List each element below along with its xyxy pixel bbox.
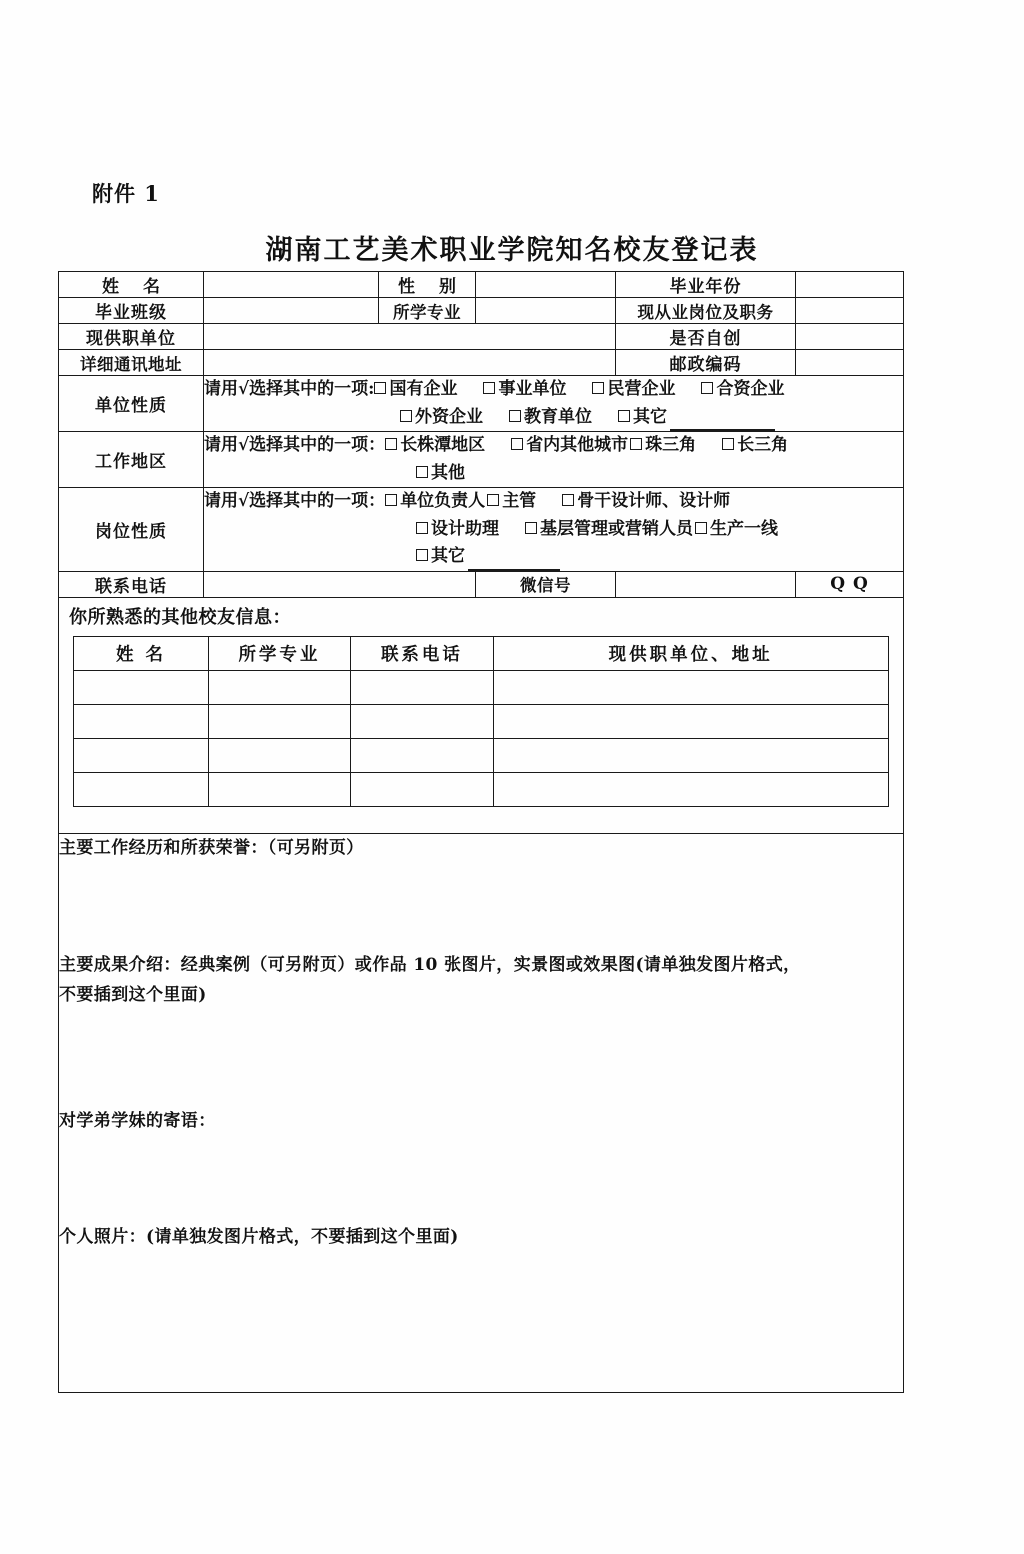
- checkbox-label: 基层管理或营销人员: [540, 518, 693, 539]
- label-qq: Q Q: [796, 571, 904, 597]
- checkbox-label: 长株潭地区: [400, 435, 486, 456]
- checkbox-option-region-other[interactable]: [416, 460, 465, 488]
- field-postcode[interactable]: [796, 350, 904, 376]
- field-name[interactable]: [204, 272, 379, 298]
- checkbox-icon[interactable]: [400, 410, 412, 422]
- checkbox-label: 单位负责人: [400, 491, 486, 512]
- alumni-cell-employer[interactable]: [493, 738, 888, 772]
- table-row: [74, 772, 888, 806]
- alumni-section-heading: 你所熟悉的其他校友信息：: [69, 606, 291, 628]
- table-row-name: [59, 272, 904, 298]
- alumni-cell-phone[interactable]: [351, 772, 494, 806]
- label-postcode: 邮政编码: [616, 350, 796, 376]
- alumni-col-major: 所学专业: [208, 636, 351, 670]
- label-unit-nature: 单位性质: [59, 376, 204, 432]
- work-region-choices: [204, 432, 904, 488]
- checkbox-option-private-enterprise[interactable]: [592, 376, 675, 404]
- field-current-position[interactable]: [796, 298, 904, 324]
- choice-prompt: 请用√选择其中的一项:: [204, 379, 375, 399]
- label-name: 姓 名: [59, 272, 204, 298]
- field-employer[interactable]: [204, 324, 616, 350]
- checkbox-icon[interactable]: [416, 466, 428, 478]
- checkbox-label: 合资企业: [716, 379, 785, 399]
- field-wechat[interactable]: [616, 571, 796, 597]
- checkbox-icon[interactable]: [562, 494, 574, 506]
- field-grad-class[interactable]: [204, 298, 379, 324]
- checkbox-option-grassroots-management[interactable]: [525, 516, 693, 544]
- free-text-inner: [59, 834, 903, 1393]
- alumni-cell-major[interactable]: [208, 704, 351, 738]
- message-answer-area[interactable]: [59, 1137, 903, 1223]
- checkbox-option-other-province-city[interactable]: [511, 432, 628, 460]
- photo-answer-area[interactable]: [59, 1252, 903, 1392]
- experience-answer-area[interactable]: [59, 863, 903, 951]
- alumni-registration-form: [58, 271, 903, 1393]
- table-row-job-nature: [59, 488, 904, 572]
- checkbox-option-public-institution[interactable]: [483, 376, 566, 404]
- label-address: 详细通讯地址: [59, 350, 204, 376]
- checkbox-icon[interactable]: [525, 522, 537, 534]
- checkbox-label: 主管: [502, 491, 537, 512]
- checkbox-icon[interactable]: [618, 410, 630, 422]
- checkbox-label: 事业单位: [498, 379, 567, 399]
- alumni-cell-phone[interactable]: [351, 670, 494, 704]
- table-row-free-text: [59, 833, 904, 1393]
- achievements-heading-line-1: 主要成果介绍：经典案例（可另附页）或作品 10 张图片，实景图或效果图(请单独发图片格式，: [59, 955, 801, 976]
- checkbox-option-education-unit[interactable]: [509, 404, 592, 432]
- checkbox-option-pearl-river-delta[interactable]: [630, 432, 696, 460]
- checkbox-icon[interactable]: [487, 494, 499, 506]
- checkbox-option-state-owned[interactable]: [374, 376, 457, 404]
- label-gender: 性 别: [379, 272, 476, 298]
- checkbox-label: 其他: [431, 462, 465, 483]
- form-table: [58, 271, 904, 1393]
- work-region-line-1: [204, 432, 903, 460]
- table-row-address: [59, 350, 904, 376]
- label-major: 所学专业: [379, 298, 476, 324]
- alumni-cell-name[interactable]: [74, 704, 208, 738]
- label-current-position: 现从业岗位及职务: [616, 298, 796, 324]
- checkbox-option-design-assistant[interactable]: [416, 516, 499, 544]
- checkbox-option-core-designer[interactable]: [562, 488, 730, 516]
- unit-nature-line-2: [204, 404, 903, 432]
- experience-heading: 主要工作经历和所获荣誉：（可另附页）: [59, 837, 364, 858]
- page-title: 湖南工艺美术职业学院知名校友登记表: [265, 235, 759, 266]
- checkbox-icon[interactable]: [695, 522, 707, 534]
- alumni-col-employer-address: 现供职单位、地址: [493, 636, 888, 670]
- field-address[interactable]: [204, 350, 616, 376]
- alumni-info-section: [59, 597, 904, 833]
- checkbox-label: 民营企业: [607, 379, 676, 399]
- alumni-cell-employer[interactable]: [493, 704, 888, 738]
- achievements-heading-line-2: 不要插到这个里面): [59, 985, 207, 1006]
- label-employer: 现供职单位: [59, 324, 204, 350]
- checkbox-label: 生产一线: [710, 518, 778, 539]
- checkbox-label: 长三角: [737, 435, 789, 456]
- checkbox-icon[interactable]: [630, 438, 642, 450]
- table-row: [74, 738, 888, 772]
- checkbox-option-production-line[interactable]: [695, 516, 778, 544]
- alumni-cell-employer[interactable]: [493, 670, 888, 704]
- checkbox-option-other[interactable]: [618, 404, 667, 432]
- unit-nature-line-1: [204, 376, 903, 404]
- checkbox-option-unit-leader[interactable]: [385, 488, 485, 516]
- checkbox-icon[interactable]: [385, 494, 397, 506]
- checkbox-option-foreign-enterprise[interactable]: [400, 404, 483, 432]
- checkbox-option-supervisor[interactable]: [487, 488, 536, 516]
- job-nature-choices: [204, 488, 904, 572]
- checkbox-icon[interactable]: [483, 382, 495, 394]
- other-unit-nature-input[interactable]: [670, 415, 775, 431]
- table-row-class: [59, 298, 904, 324]
- label-wechat: 微信号: [476, 571, 616, 597]
- checkbox-icon[interactable]: [416, 549, 428, 561]
- label-phone: 联系电话: [59, 571, 204, 597]
- checkbox-label: 其它: [431, 546, 465, 567]
- field-gender[interactable]: [476, 272, 616, 298]
- other-job-nature-input[interactable]: [468, 555, 560, 571]
- checkbox-label: 教育单位: [524, 406, 592, 427]
- checkbox-icon[interactable]: [416, 522, 428, 534]
- checkbox-option-changzhutan[interactable]: [385, 432, 485, 460]
- checkbox-option-joint-venture[interactable]: [701, 376, 784, 404]
- choice-prompt: 请用√选择其中的一项：: [204, 491, 386, 512]
- alumni-cell-major[interactable]: [208, 738, 351, 772]
- checkbox-icon[interactable]: [701, 382, 713, 394]
- alumni-table: [73, 636, 888, 807]
- alumni-cell-major[interactable]: [208, 670, 351, 704]
- checkbox-label: 省内其他城市: [526, 435, 629, 456]
- label-job-nature: 岗位性质: [59, 488, 204, 572]
- checkbox-option-yangtze-river-delta[interactable]: [722, 432, 788, 460]
- job-nature-line-2: [204, 516, 903, 544]
- checkbox-icon[interactable]: [511, 438, 523, 450]
- job-nature-line-1: [204, 488, 903, 516]
- alumni-table-header-row: [74, 636, 888, 670]
- alumni-cell-phone[interactable]: [351, 704, 494, 738]
- label-work-region: 工作地区: [59, 432, 204, 488]
- checkbox-label: 其它: [633, 406, 667, 427]
- job-nature-line-3: [204, 543, 903, 571]
- table-row: [74, 704, 888, 738]
- alumni-cell-phone[interactable]: [351, 738, 494, 772]
- work-region-line-2: [204, 460, 903, 488]
- free-text-section: [59, 833, 904, 1393]
- field-self-employed[interactable]: [796, 324, 904, 350]
- checkbox-label: 外资企业: [415, 406, 483, 427]
- label-grad-class: 毕业班级: [59, 298, 204, 324]
- checkbox-label: 珠三角: [645, 435, 697, 456]
- label-self-employed: 是否自创: [616, 324, 796, 350]
- alumni-cell-major[interactable]: [208, 772, 351, 806]
- checkbox-icon[interactable]: [722, 438, 734, 450]
- table-row-unit-nature: [59, 376, 904, 432]
- alumni-col-name: 姓 名: [74, 636, 208, 670]
- alumni-cell-name[interactable]: [74, 738, 208, 772]
- checkbox-label: 国有企业: [389, 379, 458, 399]
- field-phone[interactable]: [204, 571, 476, 597]
- alumni-cell-employer[interactable]: [493, 772, 888, 806]
- table-row: [74, 670, 888, 704]
- table-row-work-region: [59, 432, 904, 488]
- table-row-alumni-block: [59, 597, 904, 833]
- table-row-contact: [59, 571, 904, 597]
- field-grad-year[interactable]: [796, 272, 904, 298]
- photo-heading: 个人照片：(请单独发图片格式，不要插到这个里面): [59, 1226, 459, 1247]
- checkbox-icon[interactable]: [385, 438, 397, 450]
- field-major[interactable]: [476, 298, 616, 324]
- label-grad-year: 毕业年份: [616, 272, 796, 298]
- checkbox-label: 设计助理: [431, 518, 499, 539]
- checkbox-option-job-other[interactable]: [416, 543, 465, 571]
- checkbox-icon[interactable]: [592, 382, 604, 394]
- achievements-answer-area[interactable]: [59, 1011, 903, 1107]
- checkbox-icon[interactable]: [509, 410, 521, 422]
- choice-prompt: 请用√选择其中的一项：: [204, 435, 386, 456]
- alumni-cell-name[interactable]: [74, 670, 208, 704]
- attachment-label: 附件 1: [92, 181, 160, 206]
- message-heading: 对学弟学妹的寄语：: [59, 1110, 216, 1131]
- alumni-cell-name[interactable]: [74, 772, 208, 806]
- unit-nature-choices: [204, 376, 904, 432]
- alumni-col-phone: 联系电话: [351, 636, 494, 670]
- table-row-employer: [59, 324, 904, 350]
- checkbox-label: 骨干设计师、设计师: [577, 491, 731, 512]
- checkbox-icon[interactable]: [374, 382, 386, 394]
